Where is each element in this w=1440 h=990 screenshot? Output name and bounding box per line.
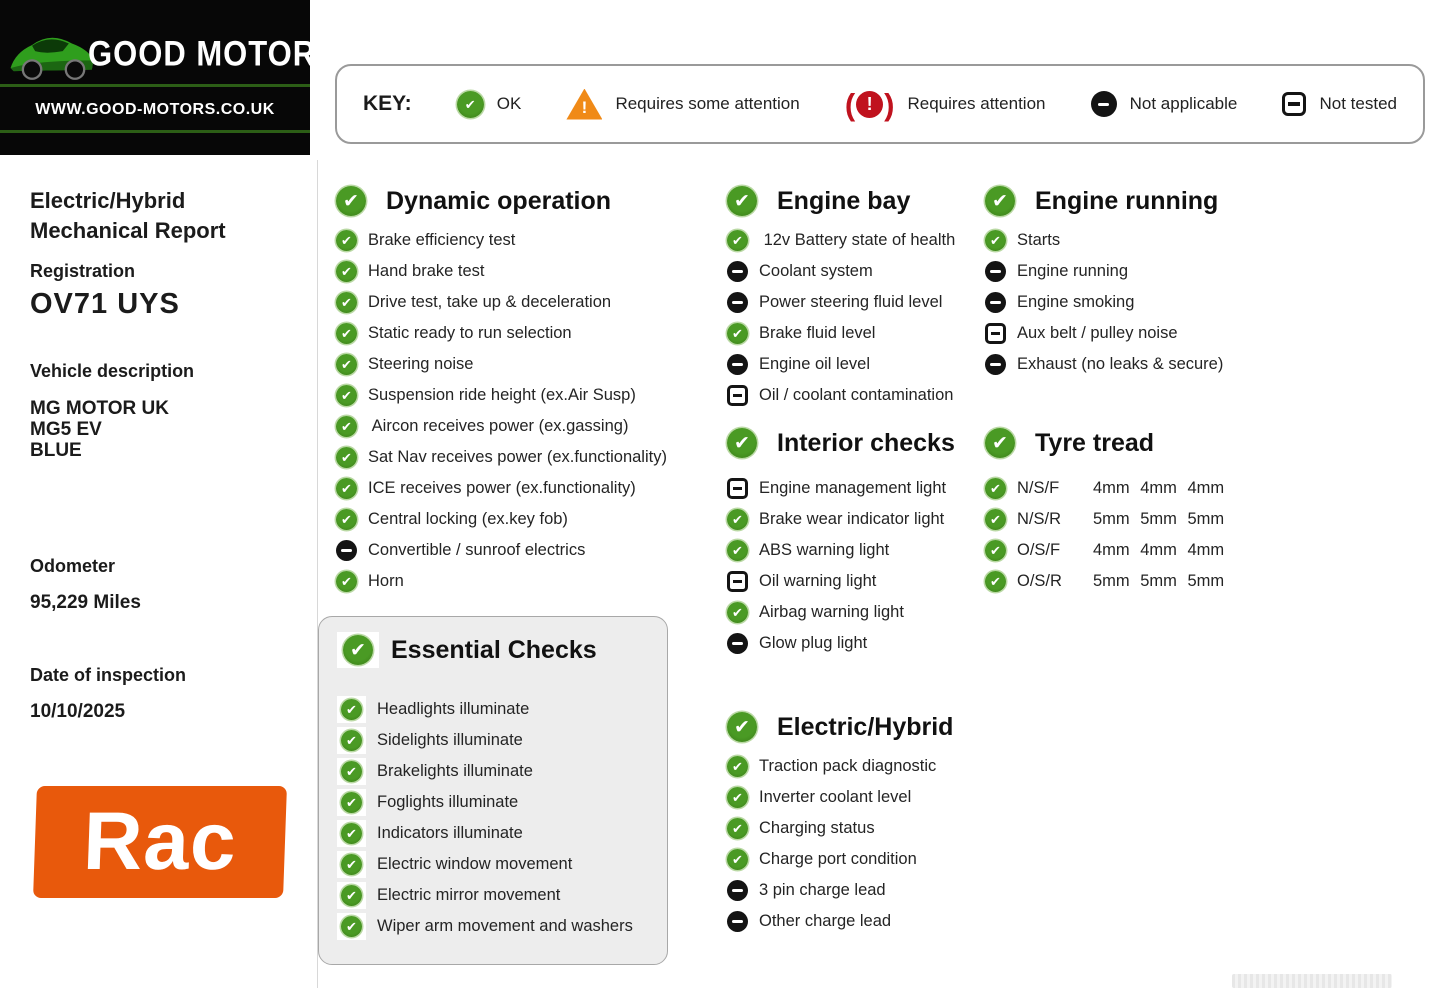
status-icon <box>985 509 1006 530</box>
status-icon-wrap <box>727 509 748 530</box>
tyre-position-label: O/S/F <box>1017 541 1061 559</box>
rac-logo: Rac <box>33 786 287 898</box>
check-item <box>337 818 667 849</box>
check-list <box>727 225 977 411</box>
status-icon-wrap <box>336 540 357 561</box>
status-icon <box>341 792 362 813</box>
status-icon-wrap <box>985 354 1006 375</box>
key-item-label: Not tested <box>1319 94 1397 113</box>
status-icon-wrap <box>727 756 748 777</box>
status-icon-wrap <box>727 911 748 932</box>
status-icon-wrap <box>985 571 1006 592</box>
vehicle-model: MG5 EV <box>30 419 102 440</box>
status-icon-wrap <box>336 509 357 530</box>
check-item-label: Electric window movement <box>377 855 573 873</box>
check-item-label: Engine running <box>1017 262 1129 280</box>
key-item-not-applicable <box>1091 91 1238 117</box>
status-icon-wrap <box>727 818 748 839</box>
section-header <box>727 712 977 742</box>
check-item <box>337 787 667 818</box>
check-item <box>727 751 977 782</box>
brand-website: WWW.GOOD-MOTORS.CO.UK <box>35 101 275 118</box>
vehicle-colour: BLUE <box>30 440 82 461</box>
section-essential-checks <box>318 616 668 965</box>
check-item-label: Other charge lead <box>759 912 892 930</box>
check-item-label: Engine oil level <box>759 355 870 373</box>
check-item <box>336 504 696 535</box>
status-icon-wrap <box>727 540 748 561</box>
vehicle-description-label: Vehicle description <box>30 361 195 381</box>
section-header <box>985 428 1265 458</box>
ok-check-icon <box>457 91 484 118</box>
check-item-label: Suspension ride height (ex.Air Susp) <box>368 386 636 404</box>
status-icon <box>336 540 357 561</box>
status-icon <box>336 230 357 251</box>
odometer-value: 95,229 Miles <box>30 592 141 613</box>
status-icon-wrap <box>727 880 748 901</box>
status-icon-wrap <box>336 447 357 468</box>
status-icon-wrap <box>727 354 748 375</box>
status-icon-wrap <box>985 509 1006 530</box>
status-icon <box>336 323 357 344</box>
status-icon-wrap <box>337 632 379 668</box>
check-item-label: Electric mirror movement <box>377 886 561 904</box>
status-icon-wrap <box>985 323 1006 344</box>
check-item <box>727 287 977 318</box>
check-item <box>727 318 977 349</box>
report-title: Electric/Hybrid Mechanical Report <box>30 188 226 243</box>
watermark <box>1232 974 1392 988</box>
section-header <box>985 186 1265 216</box>
check-item-label: Drive test, take up & deceleration <box>368 293 612 311</box>
status-icon-wrap <box>727 385 748 406</box>
status-icon <box>985 540 1006 561</box>
check-item <box>337 849 667 880</box>
section-header <box>727 186 977 216</box>
status-icon <box>727 787 748 808</box>
check-item <box>336 411 696 442</box>
check-list <box>985 473 1265 597</box>
tyre-tread-row <box>985 566 1265 597</box>
check-item <box>336 442 696 473</box>
status-icon <box>985 354 1006 375</box>
status-icon-wrap <box>336 478 357 499</box>
check-item-label: Oil / coolant contamination <box>759 386 954 404</box>
warning-triangle-icon <box>566 89 602 120</box>
status-icon <box>727 849 748 870</box>
check-item <box>985 318 1265 349</box>
check-item <box>985 287 1265 318</box>
not-applicable-icon <box>1091 91 1117 117</box>
status-icon-wrap <box>727 292 748 313</box>
check-item-label: Glow plug light <box>759 634 868 652</box>
status-icon-wrap <box>337 727 366 754</box>
section-header <box>336 186 696 216</box>
status-icon <box>336 385 357 406</box>
section-status-icon <box>343 635 373 665</box>
check-item <box>337 725 667 756</box>
check-item <box>727 473 977 504</box>
status-icon-wrap <box>336 292 357 313</box>
check-item-label: Brake efficiency test <box>368 231 516 249</box>
check-item-label: Central locking (ex.key fob) <box>368 510 568 528</box>
check-item-label: Sidelights illuminate <box>377 731 523 749</box>
check-item <box>337 694 667 725</box>
tyre-tread-row <box>985 535 1265 566</box>
status-icon <box>727 571 748 592</box>
check-item <box>727 256 977 287</box>
section-status-icon <box>727 186 757 216</box>
check-list <box>727 751 977 937</box>
status-icon <box>727 509 748 530</box>
status-icon-wrap <box>727 186 757 216</box>
alert-exclamation: ( ! <box>856 91 883 118</box>
status-icon-wrap <box>336 385 357 406</box>
section-engine-running <box>985 186 1265 380</box>
odometer-label: Odometer <box>30 556 116 576</box>
check-item-label: Aux belt / pulley noise <box>1017 324 1178 342</box>
status-icon-wrap <box>727 478 748 499</box>
check-list <box>727 473 977 659</box>
key-item-label: Not applicable <box>1129 94 1238 113</box>
section-title: Engine bay <box>777 186 911 215</box>
check-item <box>727 597 977 628</box>
status-icon-wrap <box>337 758 366 785</box>
check-item <box>337 756 667 787</box>
status-icon-wrap <box>727 323 748 344</box>
check-item-label: Engine management light <box>759 479 947 497</box>
check-item-label: Inverter coolant level <box>759 788 912 806</box>
status-icon <box>336 292 357 313</box>
status-icon-wrap <box>727 230 748 251</box>
section-engine-bay <box>727 186 977 411</box>
status-icon <box>727 911 748 932</box>
section-status-icon <box>727 712 757 742</box>
section-header <box>337 632 667 668</box>
tyre-tread-row <box>985 473 1265 504</box>
check-item-label: Brake fluid level <box>759 324 876 342</box>
tyre-depth-values: 5mm 5mm 5mm <box>1093 510 1225 528</box>
status-icon-wrap <box>985 428 1015 458</box>
tyre-depth-values: 5mm 5mm 5mm <box>1093 572 1225 590</box>
status-icon <box>727 478 748 499</box>
status-icon-wrap <box>985 540 1006 561</box>
check-list <box>985 225 1265 380</box>
check-item <box>336 349 696 380</box>
inspection-date-value: 10/10/2025 <box>30 701 126 722</box>
brand-logo-box <box>0 0 338 155</box>
check-item-label: 3 pin charge lead <box>759 881 886 899</box>
check-item <box>336 380 696 411</box>
check-item <box>336 287 696 318</box>
status-icon <box>336 447 357 468</box>
status-icon <box>727 230 748 251</box>
check-item-label: Brakelights illuminate <box>377 762 533 780</box>
inspection-date-label: Date of inspection <box>30 665 187 685</box>
status-icon-wrap <box>337 882 366 909</box>
check-item-label: Sat Nav receives power (ex.functionality) <box>368 448 667 466</box>
check-item-label: Headlights illuminate <box>377 700 530 718</box>
check-item <box>336 535 696 566</box>
section-title: Tyre tread <box>1035 428 1155 457</box>
check-item <box>985 256 1265 287</box>
status-icon <box>985 230 1006 251</box>
check-item <box>727 782 977 813</box>
section-title: Dynamic operation <box>386 186 612 215</box>
section-status-icon <box>727 428 757 458</box>
status-icon-wrap <box>985 292 1006 313</box>
tyre-position-label: N/S/R <box>1017 510 1062 528</box>
check-item <box>336 256 696 287</box>
check-item-label: Wiper arm movement and washers <box>377 917 633 935</box>
section-status-icon <box>985 428 1015 458</box>
section-tyre-tread <box>985 428 1265 597</box>
logo-divider-bottom <box>0 130 310 133</box>
check-list <box>337 694 667 942</box>
status-icon <box>341 761 362 782</box>
check-item <box>337 880 667 911</box>
check-item-label: Steering noise <box>368 355 474 373</box>
key-item-not-tested <box>1282 92 1397 116</box>
check-item-label: Indicators illuminate <box>377 824 523 842</box>
status-icon <box>727 756 748 777</box>
status-icon <box>727 818 748 839</box>
vehicle-make: MG MOTOR UK <box>30 398 169 419</box>
status-icon-wrap <box>336 571 357 592</box>
check-item-label: ABS warning light <box>759 541 890 559</box>
check-item-label: Exhaust (no leaks & secure) <box>1017 355 1224 373</box>
check-item-label: Foglights illuminate <box>377 793 519 811</box>
check-item-label: Static ready to run selection <box>368 324 572 342</box>
check-list <box>336 225 696 597</box>
status-icon-wrap <box>727 787 748 808</box>
key-item-label: OK <box>496 94 522 113</box>
check-item-label: Hand brake test <box>368 262 485 280</box>
check-item <box>727 225 977 256</box>
status-icon <box>727 385 748 406</box>
check-item <box>727 504 977 535</box>
status-icon-wrap <box>337 789 366 816</box>
check-item-label: Charging status <box>759 819 875 837</box>
status-icon <box>336 478 357 499</box>
status-icon <box>341 916 362 937</box>
status-icon-wrap <box>985 478 1006 499</box>
check-item-label: Charge port condition <box>759 850 917 868</box>
status-icon <box>727 354 748 375</box>
check-item <box>727 875 977 906</box>
status-icon <box>341 823 362 844</box>
key-item-ok <box>457 91 522 118</box>
status-icon <box>341 854 362 875</box>
check-item-label: Aircon receives power (ex.gassing) <box>368 417 629 435</box>
status-icon <box>985 261 1006 282</box>
section-dynamic-operation <box>336 186 696 597</box>
status-icon-wrap <box>985 186 1015 216</box>
section-title: Interior checks <box>777 428 955 457</box>
status-icon <box>336 261 357 282</box>
status-icon <box>985 571 1006 592</box>
status-icon-wrap <box>985 230 1006 251</box>
check-item-label: Oil warning light <box>759 572 877 590</box>
status-icon <box>727 602 748 623</box>
status-icon <box>727 323 748 344</box>
status-icon-wrap <box>336 354 357 375</box>
status-icon <box>985 478 1006 499</box>
status-icon-wrap <box>727 602 748 623</box>
status-icon-wrap <box>727 428 757 458</box>
check-item-label: ICE receives power (ex.functionality) <box>368 479 636 497</box>
section-title: Engine running <box>1035 186 1219 215</box>
status-icon <box>727 880 748 901</box>
check-item-label: Starts <box>1017 231 1061 249</box>
green-car-icon <box>6 20 98 90</box>
status-icon <box>341 699 362 720</box>
section-electric-hybrid <box>727 712 977 937</box>
check-item-label: Brake wear indicator light <box>759 510 945 528</box>
status-icon-wrap <box>337 851 366 878</box>
status-icon-wrap <box>727 849 748 870</box>
tyre-tread-row <box>985 504 1265 535</box>
check-item-label: Horn <box>368 572 404 590</box>
check-item-label: 12v Battery state of health <box>759 231 956 249</box>
check-item <box>985 349 1265 380</box>
key-legend-bar <box>335 64 1425 144</box>
status-icon-wrap <box>336 230 357 251</box>
status-icon <box>336 354 357 375</box>
check-item <box>336 473 696 504</box>
check-item-label: Airbag warning light <box>759 603 904 621</box>
section-status-icon <box>985 186 1015 216</box>
section-title: Electric/Hybrid <box>777 712 954 741</box>
registration-label: Registration <box>30 261 136 281</box>
status-icon-wrap <box>336 416 357 437</box>
section-interior-checks <box>727 428 977 659</box>
logo-divider-top <box>0 84 310 87</box>
check-item <box>727 349 977 380</box>
status-icon-wrap <box>337 913 366 940</box>
key-item-label: Requires attention <box>907 94 1046 113</box>
section-header <box>727 428 977 458</box>
check-item <box>727 380 977 411</box>
status-icon <box>336 416 357 437</box>
key-item-some-attention <box>566 89 799 120</box>
tyre-depth-values: 4mm 4mm 4mm <box>1093 541 1225 559</box>
status-icon-wrap <box>727 261 748 282</box>
check-item <box>727 906 977 937</box>
tyre-position-label: O/S/R <box>1017 572 1062 590</box>
check-item-label: Traction pack diagnostic <box>759 757 937 775</box>
status-icon-wrap <box>727 633 748 654</box>
not-tested-icon <box>1282 92 1306 116</box>
check-item <box>727 813 977 844</box>
registration-value: OV71 UYS <box>30 288 180 320</box>
status-icon <box>985 292 1006 313</box>
status-icon-wrap <box>727 571 748 592</box>
check-item <box>727 844 977 875</box>
status-icon-wrap <box>727 712 757 742</box>
check-item <box>727 628 977 659</box>
section-title: Essential Checks <box>391 635 597 664</box>
status-icon-wrap <box>985 261 1006 282</box>
status-icon-wrap <box>336 186 366 216</box>
check-item-label: Power steering fluid level <box>759 293 943 311</box>
status-icon <box>727 261 748 282</box>
brand-name: GOOD MOTORS <box>88 33 338 74</box>
check-item-label: Engine smoking <box>1017 293 1135 311</box>
tyre-position-label: N/S/F <box>1017 479 1060 497</box>
key-item-attention <box>845 89 1046 120</box>
check-item <box>336 566 696 597</box>
status-icon <box>727 292 748 313</box>
brake-warning-icon <box>845 89 895 120</box>
section-status-icon <box>336 186 366 216</box>
check-item <box>727 566 977 597</box>
check-item-label: Coolant system <box>759 262 873 280</box>
status-icon-wrap <box>337 696 366 723</box>
vehicle-description <box>30 398 169 461</box>
check-item <box>336 225 696 256</box>
status-icon <box>727 540 748 561</box>
check-item <box>337 911 667 942</box>
tyre-depth-values: 4mm 4mm 4mm <box>1093 479 1225 497</box>
status-icon <box>341 730 362 751</box>
status-icon-wrap <box>336 261 357 282</box>
check-item <box>985 225 1265 256</box>
check-item <box>727 535 977 566</box>
key-label: KEY: <box>363 92 412 115</box>
check-item-label: Convertible / sunroof electrics <box>368 541 586 559</box>
status-icon <box>341 885 362 906</box>
status-icon <box>727 633 748 654</box>
status-icon <box>336 571 357 592</box>
status-icon <box>336 509 357 530</box>
status-icon <box>985 323 1006 344</box>
status-icon-wrap <box>337 820 366 847</box>
key-item-label: Requires some attention <box>615 94 800 113</box>
status-icon-wrap <box>336 323 357 344</box>
check-item <box>336 318 696 349</box>
